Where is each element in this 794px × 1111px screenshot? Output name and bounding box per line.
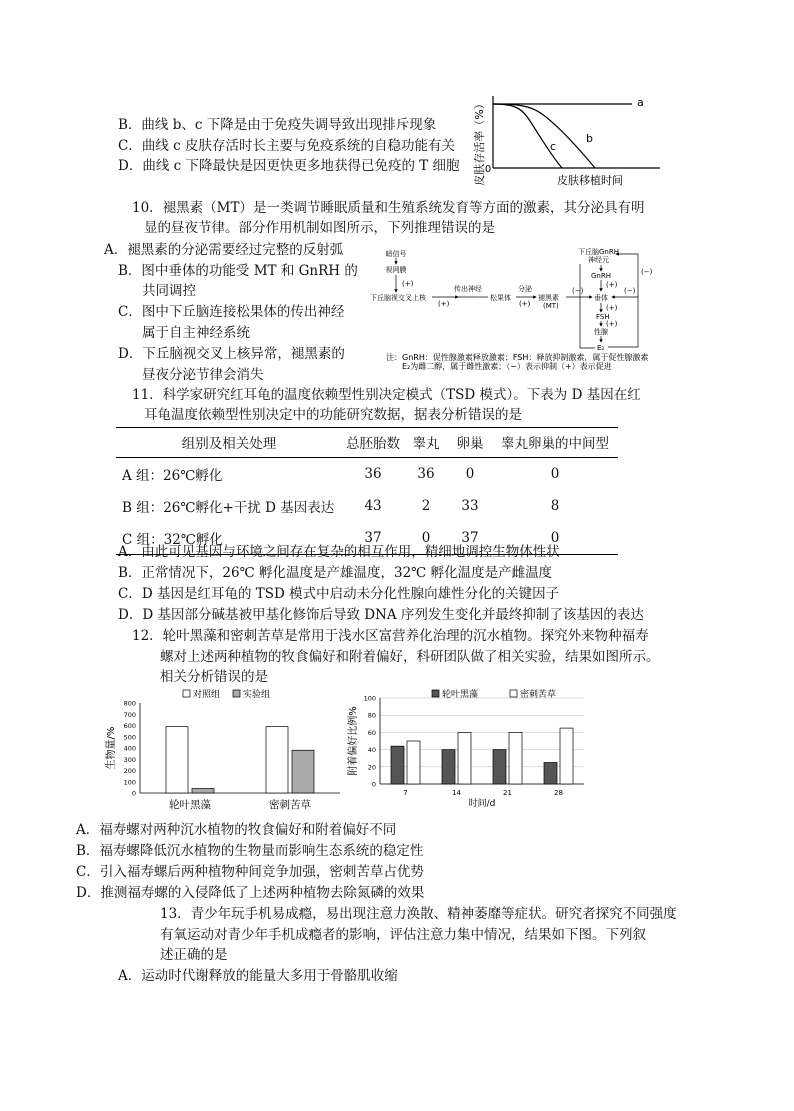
x-tick-label: 21 (503, 789, 512, 797)
bar (493, 750, 506, 784)
q10-stem-line1: 10．褪黑素（MT）是一类调节睡眠质量和生殖系统发育等方面的激素，其分泌具有明 (132, 200, 645, 216)
neuron-label: 神经元 (588, 256, 609, 264)
bar (407, 741, 420, 784)
e2-label: E₂ (597, 344, 605, 352)
q10-option-a: A．褪黑素的分泌需要经过完整的反射弧 (104, 242, 344, 258)
q10-option-d-line2: 昼夜分泌节律会消失 (142, 367, 264, 383)
x-tick-label: 14 (452, 789, 461, 797)
y-tick-label: 60 (367, 728, 376, 737)
table-header: 卵巢 (448, 428, 492, 458)
q12-option-c: C．引入福寿螺后两种植物种间竞争加强，密刺苦草占优势 (76, 864, 424, 880)
table-row (116, 458, 618, 491)
bar (166, 727, 188, 793)
plus-sign: (+) (606, 320, 618, 328)
table-cell: 37 (342, 522, 404, 555)
legend-label: 实验组 (243, 690, 271, 700)
legend-swatch (183, 690, 190, 697)
q10-option-c-line1: C．图中下丘脑连接松果体的传出神经 (118, 304, 345, 320)
plus-sign: (+) (438, 300, 450, 308)
q12-stem-line3: 相关分析错误的是 (160, 669, 268, 685)
table-cell: C 组：32℃孵化 (116, 522, 342, 555)
q11-option-a: A．由此可见基因与环境之间存在复杂的相互作用，精细地调控生物体性状 (118, 544, 560, 560)
q11-option-b: B．正常情况下，26℃ 孵化温度是产雄温度，32℃ 孵化温度是产雌温度 (118, 565, 553, 581)
table-cell: 33 (461, 498, 479, 514)
plus-sign: (+) (402, 280, 414, 288)
q10-option-c-line2: 属于自主神经系统 (142, 325, 250, 341)
retina-label: 视网膜 (385, 266, 407, 274)
q12-stem-line1: 12．轮叶黑藻和密刺苦草是常用于浅水区富营养化治理的沉水植物。探究外来物种福寿 (132, 628, 649, 644)
x-tick-label: 28 (554, 789, 563, 797)
gonad-label: 性腺 (594, 328, 608, 336)
legend-label: 对照组 (193, 690, 221, 700)
x-tick-label: 7 (403, 789, 408, 797)
minus-sign: (−) (641, 268, 653, 276)
y-tick-label: 0 (371, 780, 376, 789)
table-cell: 36 (364, 466, 382, 482)
q13-stem-line3: 述正确的是 (160, 947, 228, 963)
plus-sign: (+) (606, 304, 618, 312)
q11-option-d: D．D 基因部分碱基被甲基化修饰后导致 DNA 序列发生变化并最终抑制了该基因的表达 (118, 607, 644, 623)
efferent-nerve-label: 传出神经 (454, 285, 482, 293)
pineal-label: 松果体 (490, 294, 511, 302)
diagram-note-line2: E₂为雌二醇，属于雌性激素；（−）表示抑制（+）表示促进 (402, 362, 612, 371)
table-header: 睾丸卵巢的中间型 (492, 428, 618, 458)
table-header: 睾丸 (404, 428, 448, 458)
q12-option-a: A．福寿螺对两种沉水植物的牧食偏好和附着偏好不同 (76, 822, 397, 838)
table-cell: B 组：26℃孵化+干扰 D 基因表达 (122, 500, 335, 516)
table-cell: 37 (448, 522, 492, 555)
secrete-label: 分泌 (518, 285, 532, 293)
q11-option-c: C．D 基因是红耳龟的 TSD 模式中启动未分化性腺向雄性分化的关键因子 (118, 586, 560, 602)
bar (266, 727, 288, 793)
legend-label: 密刺苦草 (520, 690, 557, 700)
y-tick-label: 0 (131, 789, 136, 798)
bar (442, 750, 455, 784)
table-cell: 2 (421, 498, 431, 514)
legend-label: 轮叶黑藻 (442, 690, 479, 700)
tsd-data-table (116, 427, 618, 555)
table-cell: 0 (404, 522, 448, 555)
diagram-note-line1: 注：GnRH：促性腺激素释放激素；FSH：释放抑制激素，属于促性腺激素 (386, 353, 649, 362)
q11-stem-line1: 11．科学家研究红耳龟的温度依赖型性别决定模式（TSD 模式）。下表为 D 基因在红 (132, 387, 641, 403)
y-tick-label: 100 (363, 694, 376, 703)
y-tick-label: 40 (367, 746, 376, 755)
skin-chart-xlabel: 皮肤移植时间 (557, 174, 623, 187)
curve-label-c: c (550, 140, 557, 153)
y-tick-label: 80 (367, 711, 376, 720)
table-cell: 43 (364, 498, 382, 514)
q10-option-b-line1: B．图中垂体的功能受 MT 和 GnRH 的 (118, 263, 358, 279)
bar (192, 789, 214, 794)
q10-option-b-line2: 共同调控 (142, 283, 196, 299)
curve-label-b: b (586, 132, 593, 145)
bar (391, 746, 404, 784)
q12-option-d: D．推测福寿螺的入侵降低了上述两种植物去除氮磷的效果 (76, 885, 425, 901)
plus-sign: (+) (606, 281, 618, 289)
q13-stem-line2: 有氧运动对青少年手机成瘾者的影响，评估注意力集中情况，结果如下图。下列叙 (160, 927, 646, 943)
q12-option-b: B．福寿螺降低沉水植物的生物量而影响生态系统的稳定性 (76, 843, 424, 859)
legend-swatch (233, 690, 240, 697)
dark-signal-label: 暗信号 (385, 250, 407, 258)
scn-label: 下丘脑视交叉上核 (370, 294, 426, 302)
y-tick-label: 800 (123, 699, 136, 708)
minus-sign: (−) (572, 287, 584, 295)
y-tick-label: 600 (123, 722, 136, 730)
q9-option-b: B．曲线 b、c 下降是由于免疫失调导致出现排斥现象 (118, 117, 437, 133)
table-row (116, 490, 618, 522)
y-axis-label: 附着偏好比例% (348, 706, 359, 776)
bar (509, 732, 522, 784)
pituitary-label: 垂体 (594, 294, 608, 302)
skin-chart-ylabel: 皮肤存活率（%） (473, 98, 486, 186)
y-tick-label: 400 (123, 744, 136, 753)
q10-option-d-line1: D．下丘脑视交叉上核异常，褪黑素的 (118, 346, 345, 362)
bar (292, 750, 314, 793)
hypothalamus-label: 下丘脑GnRH (578, 248, 619, 256)
melatonin-mechanism-diagram (366, 244, 666, 374)
x-tick-label: 密刺苦草 (269, 799, 311, 811)
y-tick-label: 300 (123, 755, 136, 764)
table-cell: 0 (550, 466, 560, 482)
biomass-bar-chart (100, 686, 350, 818)
bar (544, 763, 557, 785)
table-header: 总胚胎数 (342, 428, 404, 458)
q9-option-c: C．曲线 c 皮肤存活时长主要与免疫系统的自稳功能有关 (118, 138, 455, 154)
q11-stem-line2: 耳龟温度依赖型性别决定中的功能研究数据，据表分析错误的是 (144, 407, 522, 423)
x-tick-label: 轮叶黑藻 (169, 799, 211, 811)
table-cell: A 组：26℃孵化 (122, 468, 223, 484)
table-header: 组别及相关处理 (116, 428, 342, 458)
y-tick-label: 200 (123, 767, 136, 775)
y-tick-label: 500 (123, 733, 136, 742)
q9-option-d: D．曲线 c 下降最快是因更快更多地获得已免疫的 T 细胞 (118, 158, 460, 174)
q10-stem-line2: 显的昼夜节律。部分作用机制如图所示，下列推理错误的是 (144, 220, 495, 236)
table-cell: 36 (417, 466, 435, 482)
skin-survival-chart (470, 92, 670, 192)
q12-stem-line2: 螺对上述两种植物的牧食偏好和附着偏好，科研团队做了相关实验，结果如图所示。 (160, 649, 660, 665)
y-tick-label: 20 (367, 763, 376, 772)
attachment-preference-bar-chart (340, 686, 590, 818)
table-cell: 8 (550, 498, 560, 514)
table-cell: 0 (492, 522, 618, 555)
legend-swatch (510, 690, 517, 697)
bar (458, 732, 471, 784)
gnrh-label: GnRH (591, 272, 611, 280)
melatonin-label: 褪黑素 (538, 294, 559, 302)
mt-label: (MT) (543, 302, 559, 310)
x-axis-label: 时间/d (468, 799, 496, 809)
q13-option-a: A．运动时代谢释放的能量大多用于骨骼肌收缩 (118, 968, 398, 984)
table-header-row (116, 428, 618, 458)
bar (560, 728, 573, 784)
table-cell: 0 (465, 466, 475, 482)
y-tick-label: 700 (123, 710, 136, 719)
plus-sign: (+) (519, 300, 531, 308)
minus-sign: (−) (624, 287, 636, 295)
y-tick-label: 100 (123, 778, 136, 787)
fsh-label: FSH (596, 313, 610, 321)
curve-label-a: a (637, 96, 644, 109)
legend-swatch (432, 690, 439, 697)
skin-chart-origin: 0 (484, 164, 492, 175)
y-axis-label: 生物量/% (106, 726, 117, 770)
q13-stem-line1: 13．青少年玩手机易成瘾，易出现注意力涣散、精神萎靡等症状。研究者探究不同强度 (160, 906, 677, 922)
